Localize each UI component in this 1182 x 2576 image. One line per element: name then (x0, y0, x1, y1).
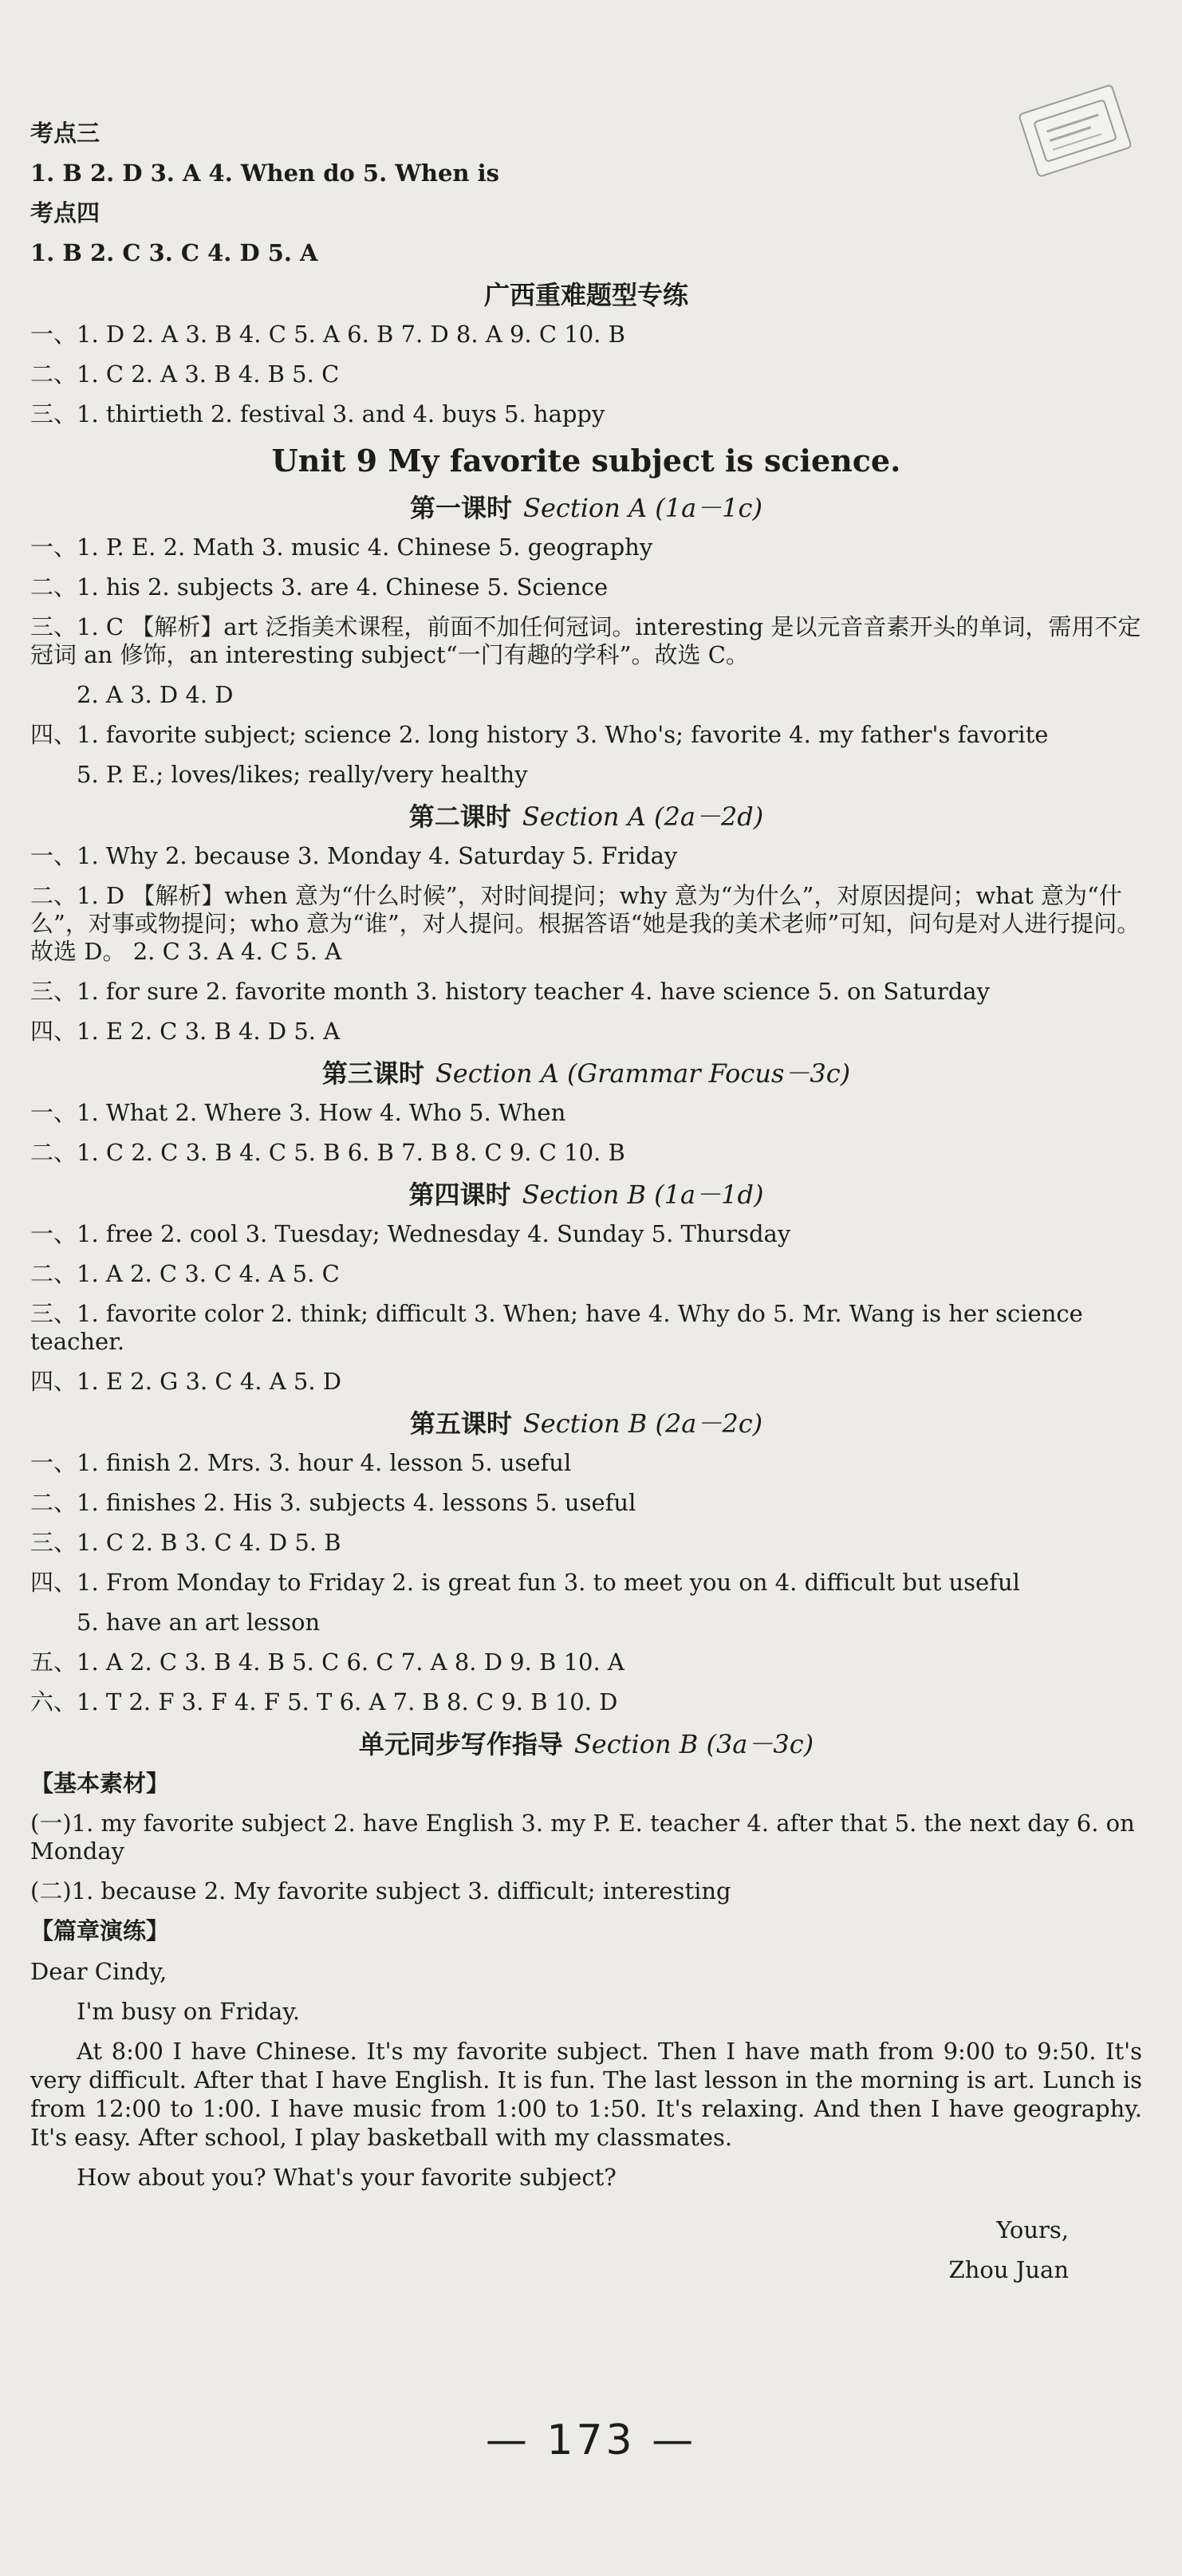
page-number-dash-left: — (485, 2416, 530, 2464)
lesson-2-answers-1: 一、1. Why 2. because 3. Monday 4. Saturday 5. Friday (30, 842, 678, 869)
writing-guide-title (30, 1728, 1142, 1760)
lesson-5-answers-6: 六、1. T 2. F 3. F 4. F 5. T 6. A 7. B 8. C 9. B 10. D (30, 1688, 618, 1715)
lesson-2-title-zh: 第二课时 (408, 802, 511, 832)
lesson-4-title-en: Section B (1a－1d) (522, 1180, 764, 1210)
page-number-dash-right: — (652, 2416, 697, 2464)
lesson-5-answers-3: 三、1. C 2. B 3. C 4. D 5. B (30, 1529, 341, 1556)
letter-yours: Yours, (996, 2216, 1069, 2243)
heading-kaodian-4: 考点四 (30, 199, 100, 226)
lesson-3-answers-1: 一、1. What 2. Where 3. How 4. Who 5. When (30, 1099, 566, 1126)
lesson-5-title-en: Section B (2a－2c) (522, 1408, 763, 1439)
essay-practice-heading: 【篇章演练】 (30, 1917, 170, 1944)
letter-line-1: I'm busy on Friday. (77, 1998, 301, 2025)
basic-materials-1: (一)1. my favorite subject 2. have English 3. my P. E. teacher 4. after that 5. the next day 6. on Monday (30, 1810, 1135, 1865)
lesson-5-answers-5: 五、1. A 2. C 3. B 4. B 5. C 6. C 7. A 8. D 9. B 10. A (30, 1648, 624, 1676)
unit-title: Unit 9 My favorite subject is science. (271, 443, 901, 479)
lesson-2-answers-2: 二、1. D 【解析】when 意为“什么时候”，对时间提问；why 意为“为什么”，对原因提问；what 意为“什么”，对事或物提问；who 意为“谁”，对人提问。根据答语“她是我的美术老师”可知，问句是对人进行提问。故选 D。 2. C 3. A 4. C 5. A (30, 882, 1141, 965)
lesson-1-title-zh: 第一课时 (410, 493, 513, 523)
lesson-1-answers-3: 三、1. C 【解析】art 泛指美术课程，前面不加任何冠词。interesting 是以元音音素开头的单词，需用不定冠词 an 修饰，an interesting subject“一门有趣的学科”。故选 C。 (30, 613, 1141, 668)
page-number (0, 2416, 1182, 2464)
lesson-4-answers-2: 二、1. A 2. C 3. C 4. A 5. C (30, 1260, 340, 1287)
guangxi-answers-3: 三、1. thirtieth 2. festival 3. and 4. buys 5. happy (30, 400, 605, 427)
answers-kaodian-3: 1. B 2. D 3. A 4. When do 5. When is (30, 160, 499, 187)
lesson-4-title-zh: 第四课时 (408, 1180, 511, 1210)
lesson-1-title (30, 492, 1142, 524)
lesson-5-title-zh: 第五课时 (409, 1408, 512, 1439)
stamp-graphic (1030, 96, 1121, 166)
lesson-2-title-en: Section A (2a－2d) (522, 802, 764, 832)
basic-materials-heading: 【基本素材】 (30, 1770, 170, 1797)
lesson-1-title-en: Section A (1a－1c) (523, 493, 762, 523)
guangxi-answers-1: 一、1. D 2. A 3. B 4. C 5. A 6. B 7. D 8. A 9. C 10. B (30, 321, 625, 348)
lesson-2-title (30, 801, 1142, 833)
lesson-4-answers-1: 一、1. free 2. cool 3. Tuesday; Wednesday 4. Sunday 5. Thursday (30, 1220, 791, 1247)
letter-body: At 8:00 I have Chinese. It's my favorite subject. Then I have math from 9:00 to 9:50. It's very difficult. After that I have English. It is fun. The last lesson in the morning is art. Lunch is from 12:00 to 1:00. I have music from 1:00 to 1:50. It's relaxing. And then I have geography. It's easy. After school, I play basketball with my classmates. (30, 2038, 1142, 2151)
lesson-3-answers-2: 二、1. C 2. C 3. B 4. C 5. B 6. B 7. B 8. C 9. C 10. B (30, 1139, 625, 1166)
answers-kaodian-4: 1. B 2. C 3. C 4. D 5. A (30, 239, 318, 266)
lesson-3-title-en: Section A (Grammar Focus－3c) (435, 1058, 851, 1089)
lesson-5-title (30, 1408, 1142, 1440)
lesson-5-answers-4b: 5. have an art lesson (77, 1609, 321, 1636)
lesson-2-answers-3: 三、1. for sure 2. favorite month 3. history teacher 4. have science 5. on Saturday (30, 978, 990, 1005)
lesson-2-answers-4: 四、1. E 2. C 3. B 4. D 5. A (30, 1018, 341, 1045)
lesson-3-title-zh: 第三课时 (321, 1058, 424, 1089)
letter-closing (30, 2216, 1142, 2284)
basic-materials-2: (二)1. because 2. My favorite subject 3. difficult; interesting (30, 1877, 731, 1904)
letter-salutation: Dear Cindy, (30, 1958, 167, 1985)
lesson-1-answers-4: 四、1. favorite subject; science 2. long history 3. Who's; favorite 4. my father's favorite (30, 721, 1049, 748)
heading-kaodian-3: 考点三 (30, 120, 100, 147)
page-number-value: 173 (546, 2416, 636, 2464)
lesson-5-answers-2: 二、1. finishes 2. His 3. subjects 4. lessons 5. useful (30, 1489, 636, 1516)
lesson-5-answers-4: 四、1. From Monday to Friday 2. is great fun 3. to meet you on 4. difficult but useful (30, 1569, 1020, 1596)
writing-guide-title-zh: 单元同步写作指导 (358, 1729, 563, 1759)
lesson-1-answers-4b: 5. P. E.; loves/likes; really/very healthy (77, 761, 528, 788)
writing-guide-title-en: Section B (3a－3c) (573, 1729, 814, 1759)
lesson-4-answers-3: 三、1. favorite color 2. think; difficult 3. When; have 4. Why do 5. Mr. Wang is her science teacher. (30, 1300, 1083, 1355)
guangxi-practice-title: 广西重难题型专练 (483, 280, 688, 310)
lesson-3-title (30, 1058, 1142, 1089)
letter-question: How about you? What's your favorite subject? (77, 2164, 617, 2191)
lesson-4-answers-4: 四、1. E 2. G 3. C 4. A 5. D (30, 1368, 342, 1395)
lesson-4-title (30, 1179, 1142, 1211)
lesson-1-answers-1: 一、1. P. E. 2. Math 3. music 4. Chinese 5. geography (30, 534, 653, 561)
guangxi-answers-2: 二、1. C 2. A 3. B 4. B 5. C (30, 360, 340, 388)
lesson-1-answers-3b: 2. A 3. D 4. D (77, 681, 234, 708)
letter-signature: Zhou Juan (948, 2256, 1069, 2283)
lesson-1-answers-2: 二、1. his 2. subjects 3. are 4. Chinese 5. Science (30, 573, 609, 601)
lesson-5-answers-1: 一、1. finish 2. Mrs. 3. hour 4. lesson 5. useful (30, 1449, 572, 1476)
